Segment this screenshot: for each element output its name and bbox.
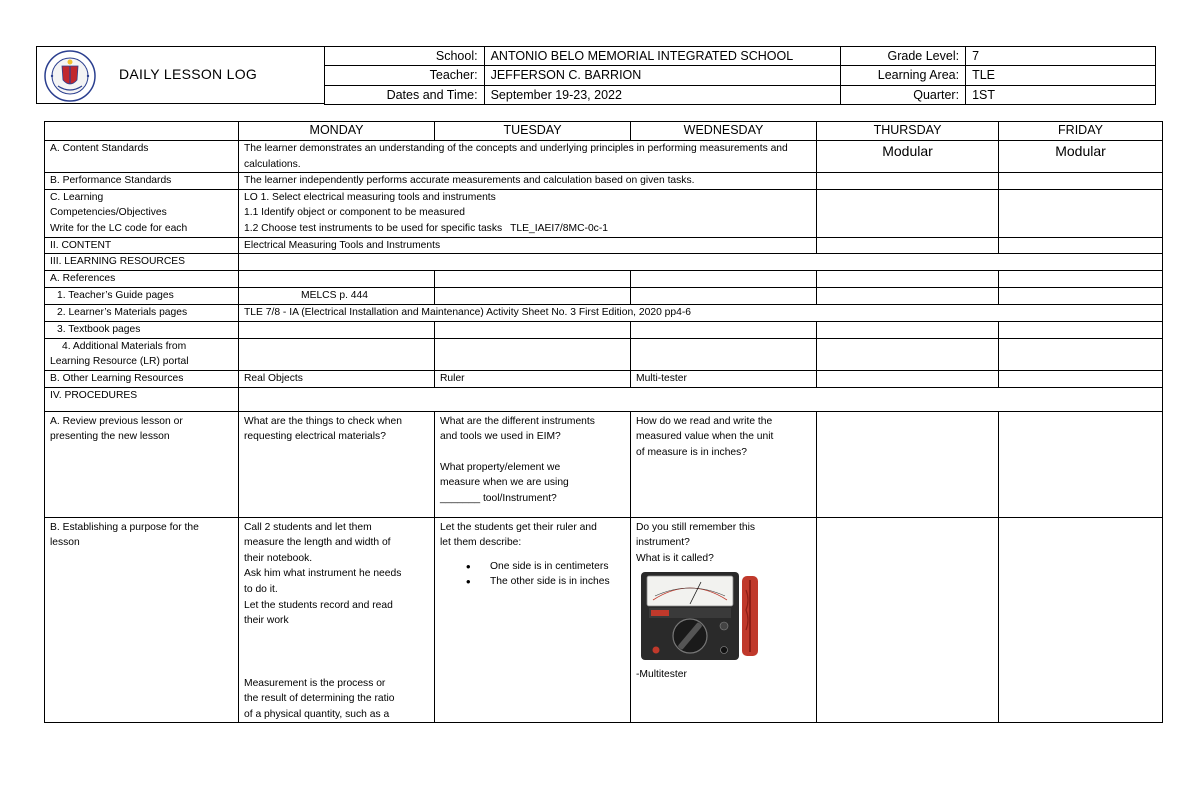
text-line: What are the different instruments [440,415,595,427]
teachers-guide-label: 1. Teacher’s Guide pages [45,288,239,305]
competencies-label-line: Write for the LC code for each [50,222,188,234]
review-label-line: A. Review previous lesson or [50,415,183,427]
competencies-text [239,189,817,237]
purpose-label-line: lesson [50,537,80,549]
text-line: measured value when the unit [636,431,774,443]
quarter-label: Quarter: [841,85,966,104]
competency-line [244,221,811,237]
empty-cell [817,271,999,288]
competencies-label-line: Competencies/Objectives [50,207,167,219]
text-line: Ask him what instrument he needs [244,568,402,580]
review-monday [239,411,435,517]
textbook-label: 3. Textbook pages [45,321,239,338]
learning-resources-row [45,254,1163,271]
content-standards-row [45,141,1163,173]
friday-modular-cell [999,141,1163,173]
learning-resources-label: III. LEARNING RESOURCES [45,254,239,271]
additional-label-line: Learning Resource (LR) portal [50,356,189,368]
empty-cell [631,288,817,305]
text-line: measure when we are using [440,477,569,489]
header-title-box [36,46,325,104]
bullet-item: • The other side is in inches [440,574,625,590]
purpose-row [45,517,1163,723]
competencies-label [45,189,239,237]
empty-cell [631,321,817,338]
content-standards-label: A. Content Standards [45,141,239,173]
text-line: and tools we used in EIM? [440,431,561,443]
other-resources-wednesday: Multi-tester [631,370,817,387]
empty-cell [435,271,631,288]
school-label: School: [325,47,485,66]
content-text: Electrical Measuring Tools and Instruments [239,237,817,254]
content-standards-text: The learner demonstrates an understanding of the concepts and underlying principles in performing measurements and calculations. [239,141,817,173]
lesson-log-table [44,121,1163,723]
empty-cell [817,517,999,723]
empty-cell [999,321,1163,338]
empty-cell [817,411,999,517]
other-resources-row [45,370,1163,387]
learners-materials-label: 2. Learner’s Materials pages [45,304,239,321]
competency-line: 1.1 Identify object or component to be measured [244,207,465,219]
dates-value: September 19-23, 2022 [484,85,841,104]
empty-cell [999,237,1163,254]
empty-cell [817,321,999,338]
empty-cell [999,370,1163,387]
competency-line: LO 1. Select electrical measuring tools and instruments [244,191,496,203]
text-line: Let the students record and read [244,599,393,611]
teacher-label: Teacher: [325,66,485,85]
dates-label: Dates and Time: [325,85,485,104]
empty-cell [999,288,1163,305]
review-wednesday [631,411,817,517]
text-line: of measure is in inches? [636,446,748,458]
competencies-label-line: C. Learning [50,191,104,203]
text-line: Do you still remember this [636,521,756,533]
text-line: What property/element we [440,461,561,473]
bullet-list [440,559,625,590]
empty-cell [999,517,1163,723]
review-label [45,411,239,517]
empty-cell [817,288,999,305]
content-row [45,237,1163,254]
multitester-image [639,570,764,662]
review-tuesday [435,411,631,517]
purpose-monday [239,517,435,723]
purpose-label [45,517,239,723]
day-monday: MONDAY [239,122,435,141]
review-row [45,411,1163,517]
empty-cell [999,411,1163,517]
teachers-guide-value: MELCS p. 444 [239,288,435,305]
school-value: ANTONIO BELO MEMORIAL INTEGRATED SCHOOL [484,47,841,66]
day-friday: FRIDAY [999,122,1163,141]
dates-row [325,85,1156,104]
procedures-label: IV. PROCEDURES [45,387,239,411]
competencies-row [45,189,1163,237]
lc-code: TLE_IAEI7/8MC-0c-1 [510,222,608,234]
empty-cell [435,288,631,305]
learners-materials-value: TLE 7/8 - IA (Electrical Installation and Maintenance) Activity Sheet No. 3 First Edition, 2020 pp4-6 [239,304,1163,321]
empty-cell [631,338,817,370]
empty-cell [999,338,1163,370]
quarter-value: 1ST [966,85,1156,104]
empty-cell [239,321,435,338]
review-label-line: presenting the new lesson [50,431,170,443]
text-line: How do we read and write the [636,415,773,427]
references-row [45,271,1163,288]
day-wednesday: WEDNESDAY [631,122,817,141]
learning-area-value: TLE [966,66,1156,85]
learning-area-label: Learning Area: [841,66,966,85]
teachers-guide-row [45,288,1163,305]
deped-seal-logo [44,50,96,102]
text-line: to do it. [244,583,278,595]
text-line: their notebook. [244,552,313,564]
additional-materials-row [45,338,1163,370]
text-line: instrument? [636,537,690,549]
empty-cell [435,321,631,338]
text-line: of a physical quantity, such as a [244,708,390,720]
purpose-tuesday [435,517,631,723]
thursday-modular-cell [817,141,999,173]
learners-materials-row [45,304,1163,321]
teacher-value: JEFFERSON C. BARRION [484,66,841,85]
multitester-answer: -Multitester [636,669,687,681]
school-info-table [324,46,1156,105]
references-label: A. References [45,271,239,288]
other-resources-tuesday: Ruler [435,370,631,387]
performance-standards-row [45,173,1163,190]
friday-modular: Modular [1055,143,1106,159]
content-label: II. CONTENT [45,237,239,254]
performance-standards-label: B. Performance Standards [45,173,239,190]
empty-cell [239,254,1163,271]
day-header-row [45,122,1163,141]
text-line: their work [244,615,289,627]
empty-cell [239,271,435,288]
purpose-wednesday [631,517,817,723]
empty-cell [999,271,1163,288]
other-resources-monday: Real Objects [239,370,435,387]
spacer [244,629,429,676]
thursday-modular: Modular [882,143,933,159]
text-line: Measurement is the process or [244,677,386,689]
empty-cell [817,189,999,237]
performance-standards-text: The learner independently performs accurate measurements and calculation based on given tasks. [239,173,817,190]
school-row [325,47,1156,66]
empty-cell [239,338,435,370]
purpose-label-line: B. Establishing a purpose for the [50,521,199,533]
blank-header-cell [45,122,239,141]
empty-cell [999,173,1163,190]
other-resources-label: B. Other Learning Resources [45,370,239,387]
additional-label-line: 4. Additional Materials from [62,340,187,352]
text-line: let them describe: [440,537,522,549]
text-line: What are the things to check when [244,415,402,427]
additional-materials-label [45,338,239,370]
text-line: _______ tool/Instrument? [440,492,557,504]
empty-cell [817,173,999,190]
empty-cell [999,189,1163,237]
lesson-log-header [36,46,1156,104]
text-line: requesting electrical materials? [244,431,386,443]
empty-cell [817,370,999,387]
procedures-row [45,387,1163,411]
empty-cell [239,387,1163,411]
empty-cell [817,237,999,254]
grade-level-label: Grade Level: [841,47,966,66]
spacer [440,445,625,460]
text-line: What is it called? [636,552,714,564]
teacher-row [325,66,1156,85]
text-line: the result of determining the ratio [244,693,395,705]
text-line: Let the students get their ruler and [440,521,597,533]
day-thursday: THURSDAY [817,122,999,141]
empty-cell [817,338,999,370]
bullet-item: • One side is in centimeters [440,559,625,575]
text-line: measure the length and width of [244,537,391,549]
text-line: Call 2 students and let them [244,521,372,533]
grade-level-value: 7 [966,47,1156,66]
textbook-row [45,321,1163,338]
competency-line-text: 1.2 Choose test instruments to be used for specific tasks [244,222,503,234]
day-tuesday: TUESDAY [435,122,631,141]
empty-cell [435,338,631,370]
empty-cell [631,271,817,288]
document-title: DAILY LESSON LOG [119,66,258,82]
